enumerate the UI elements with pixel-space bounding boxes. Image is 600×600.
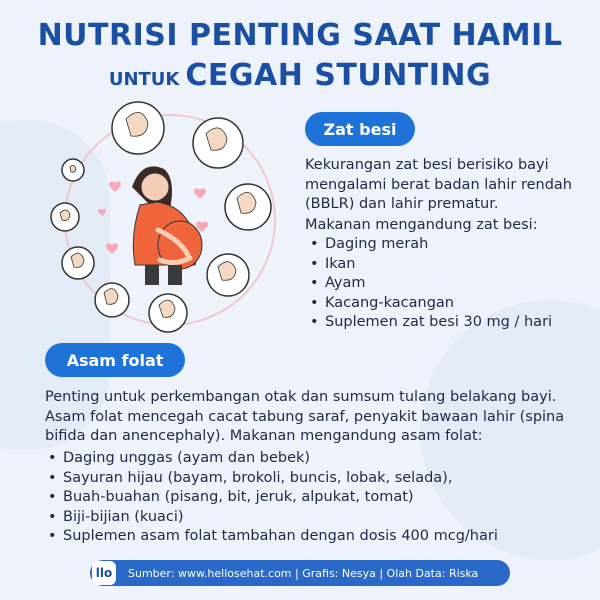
iron-food-list [307,235,597,333]
list-item: • Suplemen asam folat tambahan dengan dosis 400 mcg/hari [45,527,585,547]
subtitle-small-text: UNTUK [108,69,180,90]
iron-description: Kekurangan zat besi berisiko bayi mengalami berat badan lahir rendah (BBLR) dan lahir prematur. [305,157,572,212]
subtitle-large-text: CEGAH STUNTING [185,58,492,93]
fetus-stage-1-icon [62,159,84,181]
source-credits-text: Sumber: www.hellosehat.com | Grafis: Nesya | Olah Data: Riska [128,566,479,580]
list-item: • Sayuran hijau (bayam, brokoli, buncis, lobak, selada), [45,469,585,489]
list-item: • Buah-buahan (pisang, bit, jeruk, alpukat, tomat) [45,488,585,508]
brand-logo: llo [92,561,116,585]
folic-food-list [45,449,585,547]
fetus-stage-4-icon [95,283,129,317]
list-item: • Daging unggas (ayam dan bebek) [45,449,585,469]
iron-food-intro: Makanan mengandung zat besi: [305,217,538,233]
page-subtitle [0,58,600,93]
list-item: • Ayam [307,274,597,294]
folic-description: Penting untuk perkembangan otak dan sumsum tulang belakang bayi. Asam folat mencegah cacat tabung saraf, penyakit bawaan lahir (spina bifida dan anencephaly). Makanan mengandung asam folat: [45,389,565,444]
page-title: NUTRISI PENTING SAAT HAMIL [37,18,563,53]
list-item: • Suplemen zat besi 30 mg / hari [307,313,597,333]
fetus-stage-8-icon [193,118,243,168]
fetus-stage-6-icon [207,254,249,296]
pregnancy-illustration [40,95,300,345]
list-item: • Daging merah [307,235,597,255]
fetus-stage-2-icon [51,203,79,231]
fetus-stage-5-icon [149,294,187,332]
pregnant-woman-icon [132,166,202,285]
list-item: • Ikan [307,255,597,275]
fetus-stage-3-icon [62,247,94,279]
source-credits-bar [90,560,510,586]
list-item: • Biji-bijian (kuaci) [45,508,585,528]
iron-section-badge: Zat besi [305,112,415,146]
folic-section-badge: Asam folat [45,343,185,377]
list-item: • Kacang-kacangan [307,294,597,314]
fetus-stage-7-icon [225,184,271,230]
fetus-stage-9-icon [112,102,164,154]
